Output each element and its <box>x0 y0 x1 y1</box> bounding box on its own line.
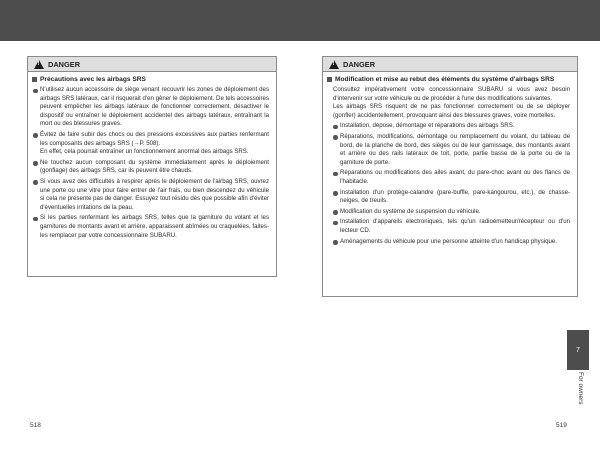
list-item: Si vous avez des difficultés à respirer après le déploiement de l'airbag SRS, ouvrez une porte ou une vitre pour faire entrer de l'air frais, ou bien descendez du véhicule si cela ne présente pas de danger. Essuyez tout résidu dès que possible afin d'éviter d'éventuelles irritations de la peau. <box>33 178 269 212</box>
list-item: Réparations ou modifications des ailes avant, du pare-choc avant ou des flancs de l'habitacle. <box>333 169 570 186</box>
danger-box-right <box>322 56 578 297</box>
danger-body-left <box>28 72 276 240</box>
list-item: Installation d'un protège-calandre (pare-buffle, pare-kangourou, etc.), de chasse-neiges, de treuils. <box>333 189 570 206</box>
list-item: Réparations, modifications, démontage ou remplacement du volant, du tableau de bord, de la planche de bord, des sièges ou de leur garnissage, des montants avant et arrière ou des rails latéraux de toit, porte, partie basse de la porte ou de la garniture de porte. <box>333 133 570 167</box>
chapter-tab[interactable] <box>567 330 589 370</box>
danger-header-left <box>28 57 276 72</box>
danger-body-right <box>323 72 577 246</box>
list-item-text: Évitez de faire subir des chocs ou des pressions excessives aux parties renfermant les composants des airbags SRS (→P. 508). <box>40 130 269 147</box>
list-item-note: En effet, cela pourrait entraîner un fonctionnement anormal des airbags SRS. <box>40 148 249 156</box>
danger-label: DANGER <box>48 59 81 69</box>
danger-label: DANGER <box>343 59 376 69</box>
list-item: Ne touchez aucun composant du système immédiatement après le déploiement (gonflage) des airbags SRS, car ils peuvent être chauds. <box>33 159 269 176</box>
square-bullet-icon <box>327 77 332 82</box>
intro-text: Consultez impérativement votre concessionnaire SUBARU si vous avez besoin d'intervenir sur votre véhicule ou de procéder à l'une des modifications suivantes. <box>333 86 570 102</box>
intro-text-2: Les airbags SRS risquent de ne pas fonctionner correctement ou de se déployer (gonfler) accidentellement, provoquant ainsi des blessures graves, voire mortelles. <box>333 103 570 119</box>
square-bullet-icon <box>32 77 37 82</box>
danger-box-left <box>27 56 277 277</box>
list-item: Aménagements du véhicule pour une personne atteinte d'un handicap physique. <box>333 238 570 247</box>
warning-triangle-icon <box>34 60 44 69</box>
section-title-text: Modification et mise au rebut des éléments du système d'airbags SRS <box>335 76 555 83</box>
list-item: N'utilisez aucun accessoire de siège venant recouvrir les zones de déploiement des airbags SRS latéraux, car il risquerait d'en gêner le déploiement. De tels accessoires peuvent empêcher les airbags latéraux de fonctionner correctement, désactiver le dispositif ou entraîner le déploiement accidentel des airbags latéraux, entraînant la mort ou des blessures graves. <box>33 86 269 129</box>
list-item <box>33 131 269 157</box>
section-title <box>327 76 570 83</box>
warning-triangle-icon <box>329 60 339 69</box>
page-number-left: 518 <box>30 422 41 429</box>
page-number-right: 519 <box>556 422 567 429</box>
chapter-number: 7 <box>576 346 580 354</box>
top-header-band <box>0 0 600 41</box>
section-title-text: Précautions avec les airbags SRS <box>40 76 146 83</box>
list-item: Si les parties renfermant les airbags SRS, telles que la garniture du volant et les garnitures de montants avant et arrière, apparaissent abîmées ou craquelées, faites-les remplacer par votre concessionnaire SUBARU. <box>33 214 269 240</box>
list-item: Modification du système de suspension du véhicule. <box>333 208 570 217</box>
section-title <box>32 76 269 83</box>
danger-header-right <box>323 57 577 72</box>
chapter-label: For owners <box>577 372 584 405</box>
intro-paragraph <box>333 86 570 120</box>
list-item: Installation, dépose, démontage et réparations des airbags SRS. <box>333 122 570 131</box>
list-item: Installation d'appareils électroniques, tels qu'un radioémetteur/récepteur ou d'un lecteur CD. <box>333 218 570 235</box>
